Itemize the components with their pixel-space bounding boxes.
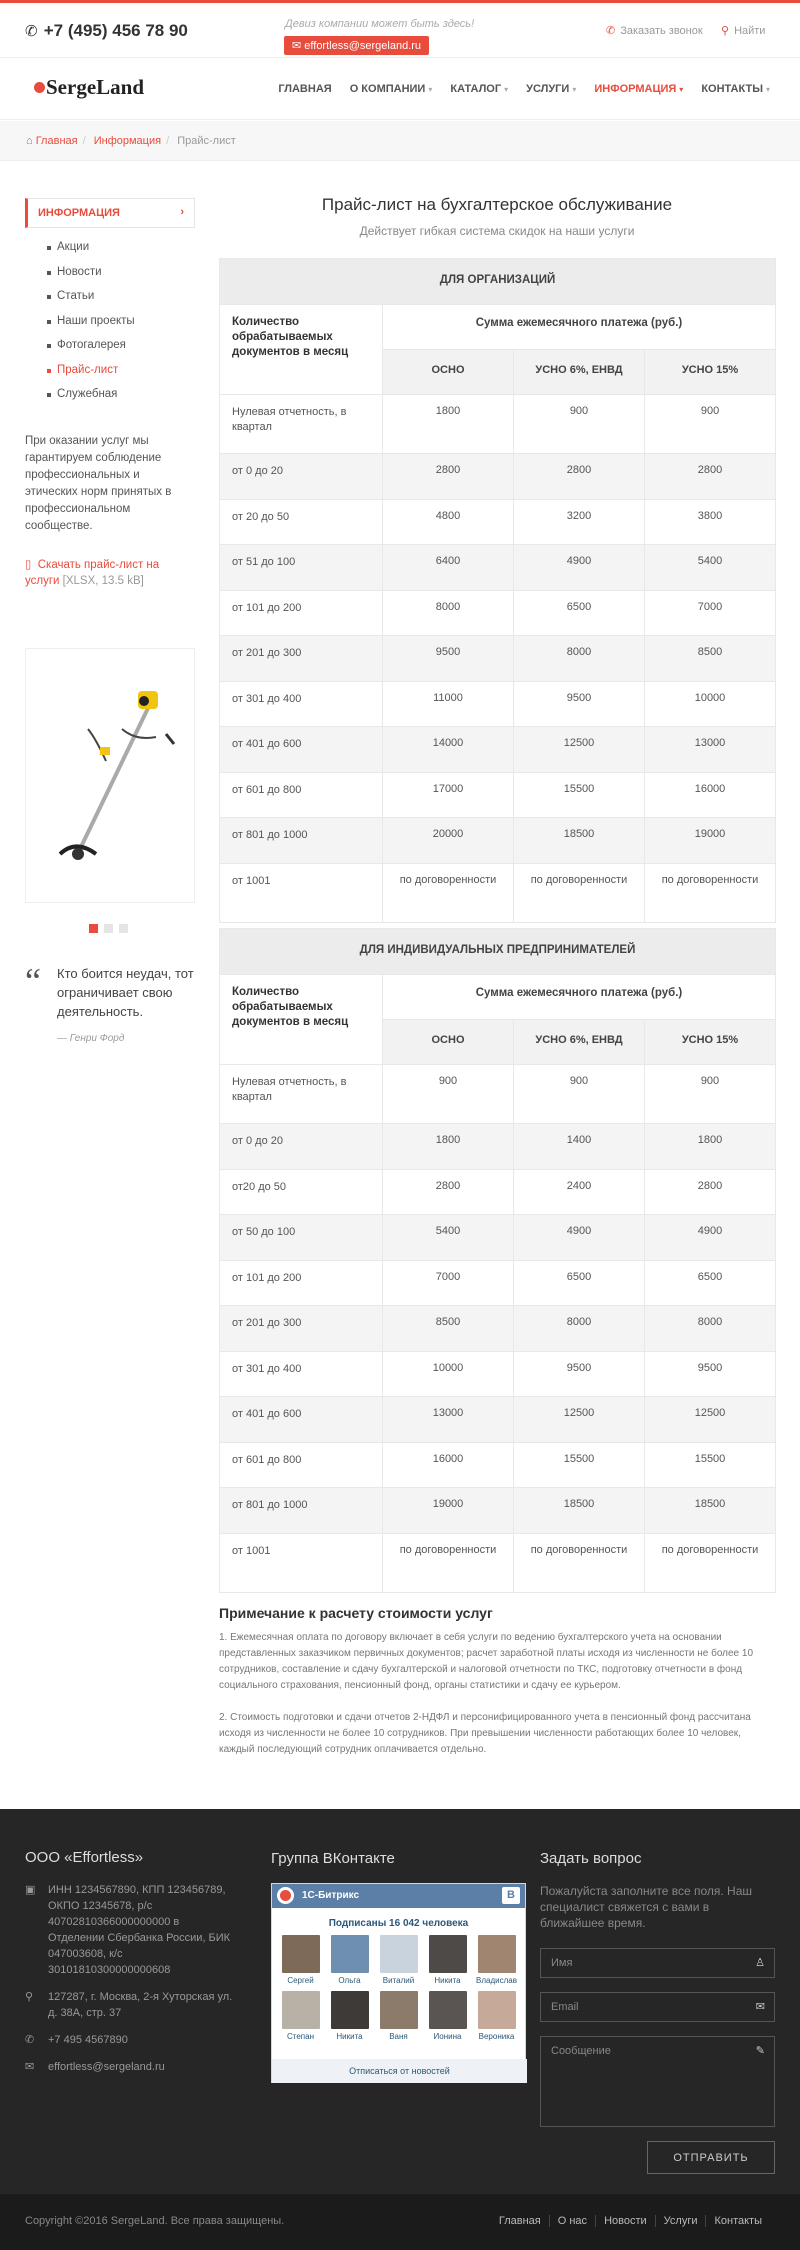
page-title: Прайс-лист на бухгалтерское обслуживание: [321, 195, 673, 214]
message-placeholder: Сообщение: [551, 2045, 611, 2057]
vk-user[interactable]: [325, 1935, 374, 1985]
price-cell: 1800: [383, 395, 514, 454]
copyright: Copyright ©2016 SergeLand. Все права защищены.: [25, 2215, 285, 2227]
nav-item-services[interactable]: [526, 83, 576, 95]
price-cell: 2800: [645, 454, 776, 500]
row-label-cell: от 51 до 100: [220, 545, 383, 591]
footer: [0, 1809, 800, 2194]
price-cell: 9500: [645, 1351, 776, 1397]
table-row: [220, 590, 776, 636]
price-cell: 1800: [645, 1124, 776, 1170]
vk-users-grid: [272, 1929, 525, 2041]
row-label-cell: от 201 до 300: [220, 1306, 383, 1352]
chevron-down-icon: ▾: [572, 85, 577, 94]
table-row: [220, 395, 776, 454]
chevron-down-icon: ▾: [679, 85, 684, 94]
price-cell: 15500: [514, 772, 645, 818]
price-cell: 20000: [383, 818, 514, 864]
vk-user[interactable]: [472, 1935, 521, 1985]
avatar: [282, 1991, 320, 2029]
table-row: [220, 1169, 776, 1215]
price-cell: 12500: [514, 727, 645, 773]
id-card-icon: ▣: [25, 1884, 36, 1896]
vk-user-name: Владислав: [476, 1976, 517, 1985]
sum-header: Сумма ежемесячного платежа (руб.): [383, 975, 776, 1020]
avatar: [380, 1991, 418, 2029]
price-cell: 10000: [645, 681, 776, 727]
price-cell: по договоренности: [383, 1533, 514, 1592]
header-phone[interactable]: [25, 21, 188, 41]
row-label-cell: от 301 до 400: [220, 1351, 383, 1397]
logo-mark: [34, 82, 45, 93]
map-marker-icon: ⚲: [25, 1991, 34, 2003]
sidebar-item-promo[interactable]: Акции: [47, 241, 195, 266]
price-cell: по договоренности: [645, 1533, 776, 1592]
vk-unsubscribe-button[interactable]: Отписаться от новостей: [272, 2059, 527, 2083]
envelope-icon: ✉: [292, 40, 302, 52]
footer-links: [491, 2215, 770, 2227]
vk-user-name: Ионина: [433, 2032, 462, 2041]
vk-user-name: Степан: [287, 2032, 314, 2041]
logo[interactable]: [34, 75, 144, 100]
price-cell: 8000: [383, 590, 514, 636]
callback-label: Заказать звонок: [620, 25, 703, 37]
company-email[interactable]: [25, 2059, 235, 2075]
price-cell: 12500: [645, 1397, 776, 1443]
vk-user[interactable]: [374, 1991, 423, 2041]
price-cell: 2400: [514, 1169, 645, 1215]
vk-user[interactable]: [423, 1991, 472, 2041]
row-label-cell: от 1001: [220, 863, 383, 922]
name-field[interactable]: [540, 1948, 775, 1978]
price-cell: 900: [645, 1065, 776, 1124]
footer-vk-title: Группа ВКонтакте: [271, 1850, 395, 1867]
row-label-cell: от 801 до 1000: [220, 818, 383, 864]
price-table-organizations: [219, 258, 776, 923]
footer-link-about[interactable]: О нас: [549, 2215, 595, 2227]
quote-author: — Генри Форд: [57, 1033, 125, 1044]
price-cell: 8000: [514, 636, 645, 682]
avatar: [478, 1991, 516, 2029]
table-row: [220, 772, 776, 818]
vk-widget-header[interactable]: [272, 1884, 525, 1908]
quote-block: [25, 961, 195, 1044]
table-row: [220, 1488, 776, 1534]
col-header-usno15: УСНО 15%: [645, 1020, 776, 1065]
file-icon: ▯: [25, 558, 32, 571]
vk-user-name: Сергей: [287, 1976, 314, 1985]
nav-item-label: О КОМПАНИИ: [349, 83, 426, 95]
price-cell: 9500: [514, 1351, 645, 1397]
price-cell: 12500: [514, 1397, 645, 1443]
price-cell: 1400: [514, 1124, 645, 1170]
price-cell: 11000: [383, 681, 514, 727]
price-cell: 3200: [514, 499, 645, 545]
table-body: [220, 395, 776, 923]
price-cell: 4900: [514, 1215, 645, 1261]
price-cell: 18500: [514, 1488, 645, 1534]
slogan: Девиз компании может быть здесь!: [285, 18, 475, 30]
price-cell: 5400: [645, 545, 776, 591]
search-link[interactable]: [721, 24, 765, 37]
breadcrumb-section[interactable]: Информация: [93, 135, 162, 147]
row-label-cell: Нулевая отчетность, в квартал: [220, 395, 383, 454]
notes-paragraph: 2. Стоимость подготовки и сдачи отчетов 2-НДФЛ и персонифицированного учета в пенсионный фонд рассчитана исходя из численности не более 10 сотрудников. При превышении численности работающих более 10 человек, каждый последующий сотрудник оплачивается отдельно.: [219, 1712, 751, 1755]
table-row: [220, 1306, 776, 1352]
row-label-cell: от 0 до 20: [220, 454, 383, 500]
row-label-cell: от 801 до 1000: [220, 1488, 383, 1534]
footer-contact-form: [540, 1850, 775, 2174]
navbar: [0, 58, 800, 120]
vk-user-name: Никита: [434, 1976, 461, 1985]
vk-user[interactable]: [423, 1935, 472, 1985]
phone-icon: ✆: [25, 2034, 35, 2046]
avatar: [478, 1935, 516, 1973]
price-cell: по договоренности: [514, 863, 645, 922]
bottom-bar: [0, 2194, 800, 2250]
nav-item-label: ИНФОРМАЦИЯ: [594, 83, 677, 95]
footer-form-description: Пожалуйста заполните все поля. Наш специалист свяжется с вами в ближайшее время.: [540, 1884, 753, 1930]
price-cell: 6400: [383, 545, 514, 591]
nav-item-home[interactable]: [278, 83, 331, 95]
table-row: [220, 636, 776, 682]
email-field[interactable]: [540, 1992, 775, 2022]
notes-title: Примечание к расчету стоимости услуг: [219, 1605, 493, 1621]
row-label-cell: Нулевая отчетность, в квартал: [220, 1065, 383, 1124]
main-content: [219, 195, 775, 1755]
company-details: [25, 1882, 235, 1978]
page-subtitle: Действует гибкая система скидок на наши услуги: [359, 224, 635, 238]
price-cell: 4800: [383, 499, 514, 545]
table-row: [220, 1397, 776, 1443]
table-row: [220, 1260, 776, 1306]
company-phone[interactable]: [25, 2032, 235, 2048]
download-meta: [XLSX, 13.5 kB]: [62, 574, 144, 587]
table-row: [220, 863, 776, 922]
home-icon[interactable]: ⌂: [26, 135, 33, 147]
price-cell: 16000: [383, 1442, 514, 1488]
phone-icon: ✆: [25, 23, 38, 40]
envelope-icon: ✉: [755, 2001, 765, 2013]
trimmer-image: [26, 649, 196, 904]
col-header-osno: ОСНО: [383, 1020, 514, 1065]
avatar: [429, 1935, 467, 1973]
avatar: [331, 1935, 369, 1973]
row-label-cell: от 401 до 600: [220, 727, 383, 773]
table-row: [220, 1065, 776, 1124]
logo-text: SergeLand: [46, 75, 145, 99]
col-header-osno: ОСНО: [383, 350, 514, 395]
sidebar-section-title: ИНФОРМАЦИЯ: [38, 207, 120, 219]
price-cell: 2800: [645, 1169, 776, 1215]
nav-item-label: ГЛАВНАЯ: [278, 83, 332, 95]
price-cell: 8500: [645, 636, 776, 682]
footer-link-services[interactable]: Услуги: [655, 2215, 706, 2227]
price-cell: 6500: [514, 590, 645, 636]
price-cell: 14000: [383, 727, 514, 773]
phone-icon: ✆: [606, 25, 616, 37]
nav-item-about[interactable]: [350, 83, 433, 95]
price-cell: 2800: [383, 454, 514, 500]
table-row: [220, 681, 776, 727]
user-icon: ♙: [755, 1957, 765, 1969]
price-cell: 9500: [514, 681, 645, 727]
price-cell: 1800: [383, 1124, 514, 1170]
qty-header: Количество обрабатываемых документов в месяц: [220, 305, 383, 395]
breadcrumb-separator: /: [166, 135, 170, 147]
search-label: Найти: [734, 25, 766, 37]
sidebar-section-header[interactable]: [25, 198, 195, 228]
download-pricelist-link[interactable]: [25, 557, 195, 589]
sidebar-item-news[interactable]: Новости: [47, 266, 195, 291]
price-cell: 17000: [383, 772, 514, 818]
price-cell: 7000: [383, 1260, 514, 1306]
table-row: [220, 727, 776, 773]
notes-paragraph: 1. Ежемесячная оплата по договору включает в себя услуги по ведению бухгалтерского учета на основании представленных заказчиком первичных документов; расчет заработной платы исходя из численности не более 10 сотрудников, составление и сдачу бухгалтерской и налоговой отчетности по ТКС, подготовку отчетности в фонд социального страхования, пенсионный фонд, органы статистики и сдачу ее курьером.: [219, 1632, 754, 1691]
price-cell: 19000: [383, 1488, 514, 1534]
breadcrumb-separator: /: [82, 135, 86, 147]
nav-item-label: УСЛУГИ: [526, 83, 570, 95]
vk-user-name: Ваня: [389, 2032, 408, 2041]
vk-logo-icon: В: [502, 1887, 520, 1904]
table-row: [220, 1533, 776, 1592]
price-cell: по договоренности: [645, 863, 776, 922]
price-cell: 900: [514, 395, 645, 454]
top-bar: [0, 0, 800, 58]
slider-dot[interactable]: [104, 924, 113, 933]
qty-header: Количество обрабатываемых документов в месяц: [220, 975, 383, 1065]
price-cell: по договоренности: [383, 863, 514, 922]
row-label-cell: от 601 до 800: [220, 1442, 383, 1488]
pencil-icon: ✎: [755, 2045, 765, 2057]
table-row: [220, 1351, 776, 1397]
vk-followers: Подписаны 16 042 человека: [328, 1918, 469, 1929]
chevron-right-icon: ›: [180, 206, 184, 218]
price-cell: 18500: [514, 818, 645, 864]
footer-vk: [271, 1850, 526, 2083]
col-header-usno6: УСНО 6%, ЕНВД: [514, 1020, 645, 1065]
download-label: Скачать прайс-лист на услуги: [25, 558, 160, 587]
vk-user[interactable]: [276, 1991, 325, 2041]
breadcrumb-home[interactable]: Главная: [35, 135, 78, 147]
table-row: [220, 1215, 776, 1261]
sidebar-item-projects[interactable]: Наши проекты: [47, 315, 195, 340]
price-cell: 16000: [645, 772, 776, 818]
vk-widget: [271, 1883, 526, 2083]
footer-link-contacts[interactable]: Контакты: [705, 2215, 770, 2227]
email-placeholder: Email: [551, 2001, 579, 2013]
price-cell: 15500: [514, 1442, 645, 1488]
row-label-cell: от 401 до 600: [220, 1397, 383, 1443]
company-phone-text: +7 495 4567890: [48, 2034, 128, 2046]
col-header-usno15: УСНО 15%: [645, 350, 776, 395]
sidebar-item-articles[interactable]: Статьи: [47, 290, 195, 315]
price-cell: 8000: [645, 1306, 776, 1352]
search-icon: ⚲: [721, 25, 730, 37]
table-row: [220, 499, 776, 545]
product-slider-image[interactable]: [25, 648, 195, 903]
sidebar-item-service[interactable]: Служебная: [47, 388, 195, 413]
price-cell: 2800: [383, 1169, 514, 1215]
price-cell: 10000: [383, 1351, 514, 1397]
price-cell: 19000: [645, 818, 776, 864]
price-cell: 4900: [645, 1215, 776, 1261]
company-email-text: effortless@sergeland.ru: [48, 2061, 165, 2073]
name-placeholder: Имя: [551, 1957, 573, 1969]
price-cell: 18500: [645, 1488, 776, 1534]
header-email-text: effortless@sergeland.ru: [304, 40, 422, 52]
table-body: [220, 1065, 776, 1593]
sidebar-menu: [25, 241, 195, 413]
footer-form-title: Задать вопрос: [540, 1850, 642, 1867]
vk-user[interactable]: [472, 1991, 521, 2041]
price-cell: 7000: [645, 590, 776, 636]
chevron-down-icon: ▾: [765, 85, 770, 94]
price-cell: по договоренности: [514, 1533, 645, 1592]
table-caption: ДЛЯ ОРГАНИЗАЦИЙ: [220, 259, 776, 305]
message-field[interactable]: [540, 2036, 775, 2127]
price-cell: 9500: [383, 636, 514, 682]
quote-text: Кто боится неудач, тот ограничивает свою деятельность.: [57, 966, 194, 1019]
price-cell: 4900: [514, 545, 645, 591]
footer-company-title: ООО «Effortless»: [25, 1849, 144, 1866]
pricing-notes: [219, 1605, 775, 1774]
table-row: [220, 818, 776, 864]
price-cell: 6500: [645, 1260, 776, 1306]
company-details-text: ИНН 1234567890, КПП 123456789, ОКПО 12345678, р/с 40702810366000000000 в Отделении Сбербанка России, БИК 047003608, к/с 30101810300000000608: [48, 1884, 231, 1976]
main-nav: [278, 83, 770, 95]
row-label-cell: от 20 до 50: [220, 499, 383, 545]
price-cell: 3800: [645, 499, 776, 545]
sidebar-item-pricelist[interactable]: Прайс-лист: [47, 364, 195, 389]
price-cell: 900: [383, 1065, 514, 1124]
vk-user[interactable]: [325, 1991, 374, 2041]
price-cell: 900: [645, 395, 776, 454]
footer-link-news[interactable]: Новости: [595, 2215, 655, 2227]
footer-company: [25, 1850, 235, 2086]
header-phone-text: +7 (495) 456 78 90: [43, 21, 188, 40]
vk-user[interactable]: [276, 1935, 325, 1985]
vk-user-name: Ольга: [338, 1976, 361, 1985]
table-row: [220, 454, 776, 500]
callback-link[interactable]: [606, 24, 703, 37]
chevron-down-icon: ▾: [428, 85, 433, 94]
nav-item-label: КАТАЛОГ: [450, 83, 502, 95]
table-row: [220, 1124, 776, 1170]
sidebar-item-gallery[interactable]: Фотогалерея: [47, 339, 195, 364]
price-cell: 13000: [383, 1397, 514, 1443]
table-caption: ДЛЯ ИНДИВИДУАЛЬНЫХ ПРЕДПРИНИМАТЕЛЕЙ: [220, 929, 776, 975]
row-label-cell: от 101 до 200: [220, 590, 383, 636]
price-cell: 900: [514, 1065, 645, 1124]
row-label-cell: от 1001: [220, 1533, 383, 1592]
price-cell: 15500: [645, 1442, 776, 1488]
row-label-cell: от 50 до 100: [220, 1215, 383, 1261]
breadcrumb: [0, 121, 800, 161]
vk-user-name: Никита: [336, 2032, 363, 2041]
footer-link-home[interactable]: Главная: [498, 2215, 541, 2227]
sum-header: Сумма ежемесячного платежа (руб.): [383, 305, 776, 350]
price-cell: 2800: [514, 454, 645, 500]
breadcrumb-current: Прайс-лист: [177, 135, 236, 147]
row-label-cell: от 101 до 200: [220, 1260, 383, 1306]
price-cell: 8500: [383, 1306, 514, 1352]
avatar: [429, 1991, 467, 2029]
vk-user-name: Виталий: [382, 1976, 415, 1985]
submit-button[interactable]: ОТПРАВИТЬ: [647, 2141, 775, 2174]
price-cell: 8000: [514, 1306, 645, 1352]
row-label-cell: от 301 до 400: [220, 681, 383, 727]
price-table-entrepreneurs: [219, 928, 776, 1593]
table-row: [220, 1442, 776, 1488]
avatar: [282, 1935, 320, 1973]
nav-item-label: КОНТАКТЫ: [701, 83, 763, 95]
bitrix-logo-icon: [277, 1887, 294, 1904]
company-address-text: 127287, г. Москва, 2-я Хуторская ул. д. 38А, стр. 37: [48, 1991, 233, 2019]
nav-item-info[interactable]: [594, 83, 683, 95]
slider-dots: [89, 924, 128, 933]
nav-item-contacts[interactable]: [701, 83, 770, 95]
avatar: [380, 1935, 418, 1973]
vk-user-name: Вероника: [478, 2032, 515, 2041]
row-label-cell: от 201 до 300: [220, 636, 383, 682]
price-cell: 6500: [514, 1260, 645, 1306]
price-cell: 5400: [383, 1215, 514, 1261]
row-label-cell: от 0 до 20: [220, 1124, 383, 1170]
slider-dot-active[interactable]: [89, 924, 98, 933]
avatar: [331, 1991, 369, 2029]
nav-item-catalog[interactable]: [450, 83, 508, 95]
quote-icon: “: [25, 961, 41, 1001]
header-email-button[interactable]: [284, 36, 429, 55]
row-label-cell: от20 до 50: [220, 1169, 383, 1215]
price-cell: 13000: [645, 727, 776, 773]
sidebar-about-text: При оказании услуг мы гарантируем соблюдение профессиональных и этических норм принятых в профессиональном сообществе.: [25, 434, 172, 532]
slider-dot[interactable]: [119, 924, 128, 933]
company-address: [25, 1989, 235, 2021]
row-label-cell: от 601 до 800: [220, 772, 383, 818]
col-header-usno6: УСНО 6%, ЕНВД: [514, 350, 645, 395]
sidebar: [25, 198, 195, 589]
chevron-down-icon: ▾: [504, 85, 509, 94]
vk-group-name: 1С-Битрикс: [302, 1890, 360, 1901]
envelope-icon: ✉: [25, 2061, 35, 2073]
vk-user[interactable]: [374, 1935, 423, 1985]
table-row: [220, 545, 776, 591]
